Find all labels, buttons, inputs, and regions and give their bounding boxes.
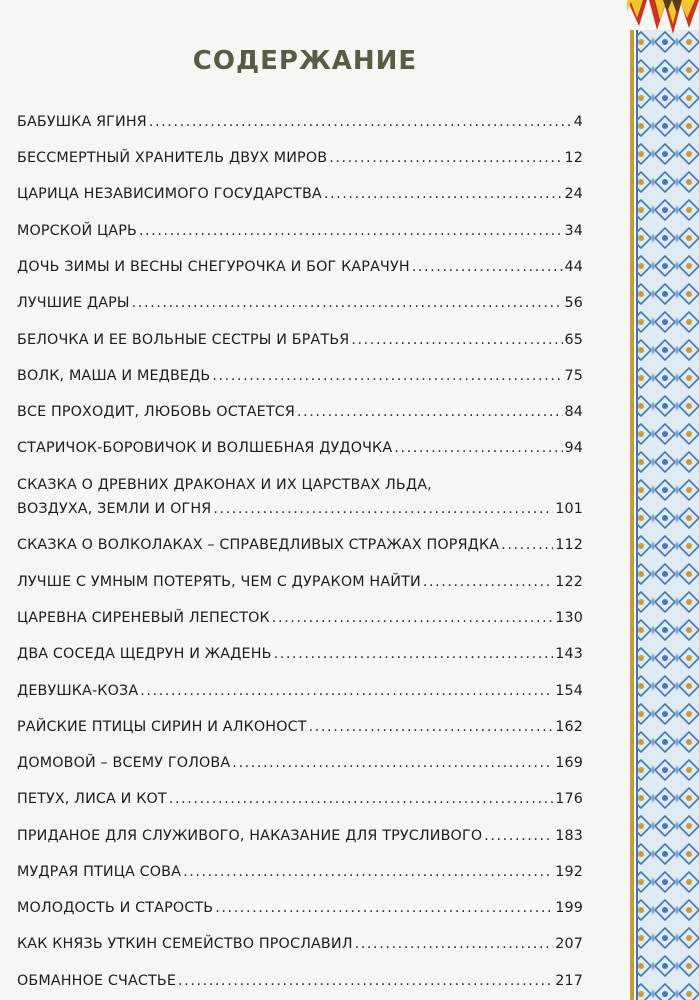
dot-leader [140,681,553,701]
dot-leader [297,402,563,422]
dot-leader [484,826,553,846]
entry-title: ДЕВУШКА-КОЗА [17,683,139,699]
dot-leader [309,717,554,737]
entry-title-line1[interactable]: СКАЗКА О ДРЕВНИХ ДРАКОНАХ И ИХ ЦАРСТВАХ ЛЬДА, [17,477,432,493]
entry-title: ВОЗДУХА, ЗЕМЛИ И ОГНЯ [17,501,212,517]
entry-title: ОБМАННОЕ СЧАСТЬЕ [17,973,177,989]
page-number: 169 [555,755,583,771]
toc-entry[interactable] [17,572,583,592]
ornamental-border-strip [627,0,699,1000]
page-number: 217 [555,973,583,989]
entry-title: РАЙСКИЕ ПТИЦЫ СИРИН И АЛКОНОСТ [17,719,307,735]
toc-entry[interactable] [17,402,583,422]
entry-title: ЛУЧШЕ С УМНЫМ ПОТЕРЯТЬ, ЧЕМ С ДУРАКОМ НАЙТИ [17,574,421,590]
toc-entry[interactable] [17,112,583,132]
page-number: 143 [555,646,583,662]
entry-title: БАБУШКА ЯГИНЯ [17,114,147,130]
entry-title: ПРИДАНОЕ ДЛЯ СЛУЖИВОГО, НАКАЗАНИЕ ДЛЯ ТРУСЛИВОГО [17,828,483,844]
page-number: 154 [555,683,583,699]
toc-entry[interactable] [17,717,583,737]
entry-title: ВОЛК, МАША И МЕДВЕДЬ [17,368,211,384]
toc-entry[interactable] [17,826,583,846]
entry-title: ЛУЧШИЕ ДАРЫ [17,295,130,311]
page-number: 199 [555,900,583,916]
entry-title: КАК КНЯЗЬ УТКИН СЕМЕЙСТВО ПРОСЛАВИЛ [17,936,353,952]
toc-entry[interactable] [17,499,583,519]
page-number: 34 [564,223,583,239]
toc-entry[interactable] [17,535,583,555]
page-number: 122 [555,574,583,590]
entry-title: ЦАРИЦА НЕЗАВИСИМОГО ГОСУДАРСТВА [17,186,322,202]
toc-entry[interactable] [17,934,583,954]
page-title: СОДЕРЖАНИЕ [192,46,418,76]
entry-title: БЕЛОЧКА И ЕЕ ВОЛЬНЫЕ СЕСТРЫ И БРАТЬЯ [17,332,350,348]
toc-entry[interactable] [17,438,583,458]
entry-title: БЕССМЕРТНЫЙ ХРАНИТЕЛЬ ДВУХ МИРОВ [17,150,328,166]
dot-leader [213,499,553,519]
page-number: 56 [564,295,583,311]
dot-leader [132,293,563,313]
dot-leader [215,898,553,918]
page-number: 4 [573,114,583,130]
toc-entry[interactable] [17,293,583,313]
entry-title: СКАЗКА О ВОЛКОЛАКАХ – СПРАВЕДЛИВЫХ СТРАЖАХ ПОРЯДКА [17,537,500,553]
toc-entry[interactable] [17,257,583,277]
page-number: 162 [555,719,583,735]
page-number: 207 [555,936,583,952]
toc-entry[interactable] [17,330,583,350]
toc-entry[interactable] [17,366,583,386]
toc-entry[interactable] [17,221,583,241]
toc-entry[interactable] [17,644,583,664]
page-number: 130 [555,610,583,626]
entry-title: МОЛОДОСТЬ И СТАРОСТЬ [17,900,214,916]
toc-entry[interactable] [17,184,583,204]
page-number: 94 [564,440,583,456]
dot-leader [412,257,563,277]
entry-title: ПЕТУХ, ЛИСА И КОТ [17,791,167,807]
dot-leader [274,644,554,664]
entry-title: ЦАРЕВНА СИРЕНЕВЫЙ ЛЕПЕСТОК [17,610,270,626]
page-number: 75 [564,368,583,384]
entry-title: ДОМОВОЙ – ВСЕМУ ГОЛОВА [17,755,231,771]
dot-leader [355,934,554,954]
page-number: 24 [564,186,583,202]
toc-entry[interactable] [17,789,583,809]
toc-entry[interactable] [17,971,583,991]
page-number: 192 [555,864,583,880]
toc-entry[interactable] [17,753,583,773]
page-number: 176 [555,791,583,807]
page-number: 101 [555,501,583,517]
entry-title: МОРСКОЙ ЦАРЬ [17,223,137,239]
dot-leader [212,366,562,386]
dot-leader [394,438,562,458]
dot-leader [501,535,553,555]
toc-entry[interactable] [17,898,583,918]
dot-leader [178,971,553,991]
entry-title: ВСЕ ПРОХОДИТ, ЛЮБОВЬ ОСТАЕТСЯ [17,404,295,420]
entry-title: ДОЧЬ ЗИМЫ И ВЕСНЫ СНЕГУРОЧКА И БОГ КАРАЧУН [17,259,410,275]
toc-entry[interactable] [17,148,583,168]
page-number: 84 [564,404,583,420]
page-number: 44 [564,259,583,275]
page-number: 65 [564,332,583,348]
entry-title: СТАРИЧОК-БОРОВИЧОК И ВОЛШЕБНАЯ ДУДОЧКА [17,440,393,456]
dot-leader [423,572,553,592]
page-number: 12 [564,150,583,166]
dot-leader [324,184,563,204]
dot-leader [272,608,553,628]
dot-leader [169,789,553,809]
dot-leader [329,148,562,168]
entry-title: МУДРАЯ ПТИЦА СОВА [17,864,182,880]
dot-leader [149,112,572,132]
dot-leader [183,862,553,882]
page-number: 112 [555,537,583,553]
dot-leader [139,221,563,241]
toc-entry[interactable] [17,862,583,882]
toc-entry[interactable] [17,681,583,701]
entry-title: ДВА СОСЕДА ЩЕДРУН И ЖАДЕНЬ [17,646,272,662]
page-number: 183 [555,828,583,844]
dot-leader [232,753,553,773]
dot-leader [351,330,562,350]
toc-entry[interactable] [17,608,583,628]
